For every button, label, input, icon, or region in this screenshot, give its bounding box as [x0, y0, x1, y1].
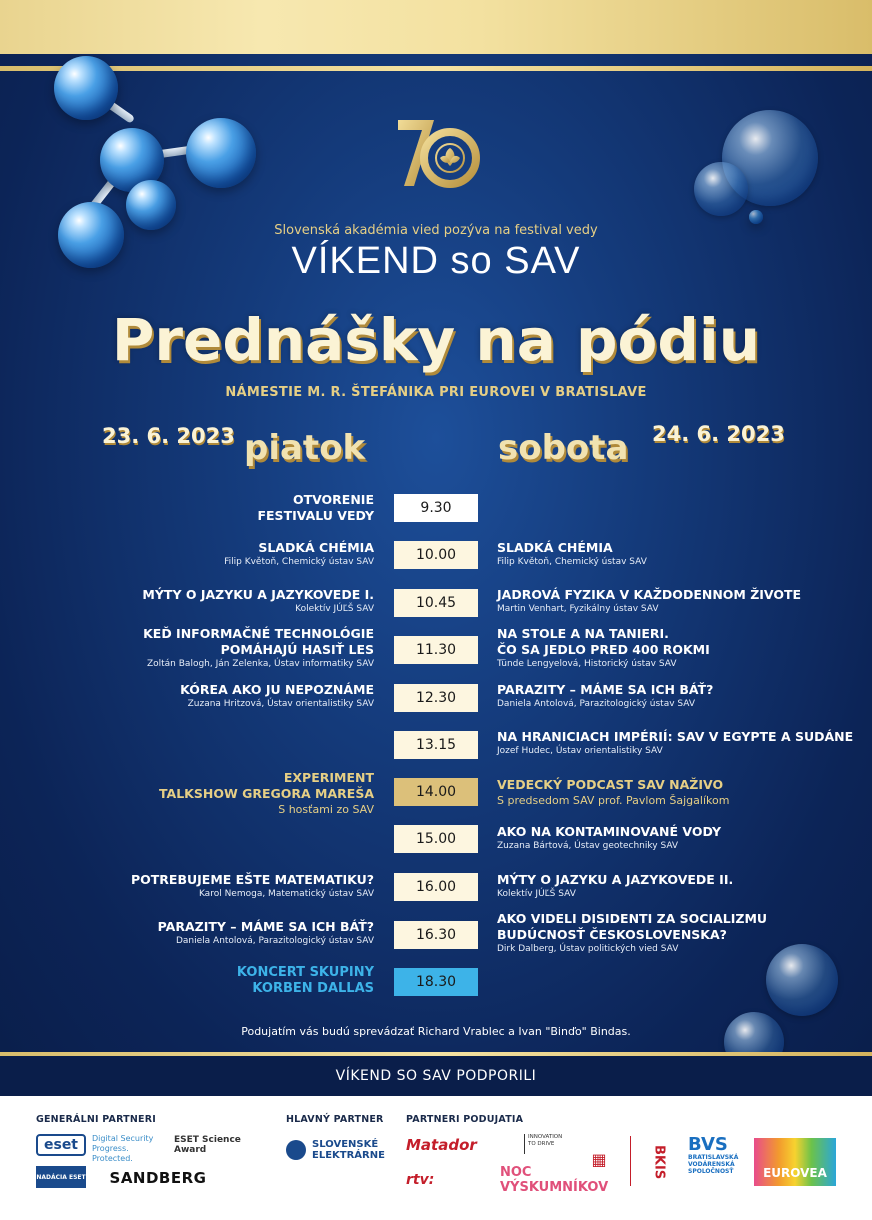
- eset-tagline: Digital Security Progress. Protected.: [92, 1134, 154, 1163]
- event-speaker: Daniela Antolová, Parazitologický ústav SAV: [497, 699, 696, 709]
- time-slot: 14.00: [394, 778, 478, 806]
- event-title: PARAZITY – MÁME SA ICH BÁŤ?: [157, 919, 374, 934]
- friday-event: [224, 540, 374, 569]
- bkis-h-icon: ▦: [591, 1149, 607, 1169]
- time-slot: 11.30: [394, 636, 478, 664]
- event-title: POTREBUJEME EŠTE MATEMATIKU?: [130, 872, 374, 887]
- friday-event: [159, 770, 374, 817]
- time-slot: 18.30: [394, 968, 478, 996]
- nadacia-eset-logo: NADÁCIA ESET: [36, 1166, 86, 1188]
- time-slot: 10.45: [394, 589, 478, 617]
- noc-vyskumnikov-logo: NOC VÝSKUMNÍKOV: [500, 1165, 609, 1195]
- bubble-decoration: [694, 162, 748, 216]
- event-speaker: S hosťami zo SAV: [278, 803, 374, 816]
- event-partners-label: PARTNERI PODUJATIA: [406, 1114, 524, 1125]
- event-speaker: Tünde Lengyelová, Historický ústav SAV: [497, 659, 677, 669]
- event-speaker: Zoltán Balogh, Ján Zelenka, Ústav informatiky SAV: [146, 659, 374, 669]
- eset-logo: eset: [36, 1134, 86, 1156]
- event-title: KÓREA AKO JU NEPOZNÁME: [180, 682, 374, 697]
- general-partners-label: GENERÁLNI PARTNERI: [36, 1114, 156, 1125]
- event-title: EXPERIMENT TALKSHOW GREGORA MAREŠA: [158, 770, 374, 801]
- bvs-logo: [688, 1136, 744, 1186]
- sandberg-logo: SANDBERG: [109, 1169, 207, 1187]
- event-title: VEDECKÝ PODCAST SAV NAŽIVO: [497, 777, 724, 792]
- saturday-event: [497, 587, 801, 616]
- event-title: MÝTY O JAZYKU A JAZYKOVEDE I.: [142, 587, 374, 602]
- eset-science-award-logo: ESET Science Award: [174, 1135, 241, 1155]
- supporters-title: VÍKEND SO SAV PODPORILI: [0, 1056, 872, 1096]
- friday-event: [131, 872, 374, 901]
- event-speaker: Filip Květoň, Chemický ústav SAV: [224, 557, 374, 567]
- gold-divider-top: [0, 66, 872, 71]
- main-partner-label: HLAVNÝ PARTNER: [286, 1114, 384, 1125]
- event-title: NA STOLE A NA TANIERI. ČO SA JEDLO PRED 400 ROKMI: [497, 626, 710, 657]
- event-title: MÝTY O JAZYKU A JAZYKOVEDE II.: [497, 872, 734, 887]
- partner-divider: [630, 1136, 631, 1186]
- molecule-atom: [186, 118, 256, 188]
- friday-event: [158, 919, 374, 948]
- event-speaker: Jozef Hudec, Ústav orientalistiky SAV: [497, 746, 663, 756]
- event-name: VÍKEND so SAV: [291, 240, 581, 282]
- event-speaker: Kolektív JÚĽŠ SAV: [497, 889, 576, 899]
- matador-logo: Matador: [406, 1136, 477, 1154]
- saturday-event: [497, 872, 733, 901]
- friday-label: piatok: [244, 428, 366, 468]
- event-speaker: Dirk Dalberg, Ústav politických vied SAV: [497, 944, 679, 954]
- event-speaker: Zuzana Hritzová, Ústav orientalistiky SAV: [187, 699, 374, 709]
- time-slot: 10.00: [394, 541, 478, 569]
- event-title: PARAZITY – MÁME SA ICH BÁŤ?: [497, 682, 714, 697]
- hosts-note: Podujatím vás budú sprevádzať Richard Vrablec a Ivan "Binďo" Bindas.: [241, 1025, 631, 1038]
- saturday-event: [497, 777, 729, 808]
- saturday-event: [497, 729, 853, 758]
- bkis-logo: BKIS: [651, 1144, 667, 1180]
- molecule-atom: [54, 56, 118, 120]
- time-slot: 12.30: [394, 684, 478, 712]
- time-slot: 13.15: [394, 731, 478, 759]
- event-title: SLADKÁ CHÉMIA: [258, 540, 374, 555]
- event-title: OTVORENIE FESTIVALU VEDY: [257, 492, 374, 523]
- friday-event: [237, 965, 374, 997]
- friday-date: 23. 6. 2023: [102, 424, 235, 448]
- event-title: NA HRANICIACH IMPÉRIÍ: SAV V EGYPTE A SUDÁNE: [497, 729, 854, 744]
- saturday-event: [497, 626, 710, 671]
- eurovea-logo: EUROVEA: [754, 1138, 836, 1186]
- saturday-event: [497, 824, 721, 853]
- time-slot: 15.00: [394, 825, 478, 853]
- saturday-event: [497, 682, 713, 711]
- event-speaker: Karol Nemoga, Matematický ústav SAV: [198, 889, 374, 899]
- se-logo-text: SLOVENSKÉ ELEKTRÁRNE: [312, 1139, 385, 1161]
- time-slot: 9.30: [394, 494, 478, 522]
- rtvs-logo: rtv:: [406, 1172, 435, 1188]
- gold-top-band: [0, 0, 872, 54]
- event-speaker: Daniela Antolová, Parazitologický ústav SAV: [175, 936, 374, 946]
- event-speaker: Zuzana Bártová, Ústav geotechniky SAV: [497, 841, 679, 851]
- sav-70-logo: [394, 112, 482, 194]
- venue-text: NÁMESTIE M. R. ŠTEFÁNIKA PRI EUROVEI V BRATISLAVE: [225, 385, 647, 400]
- event-title: JADROVÁ FYZIKA V KAŽDODENNOM ŽIVOTE: [497, 587, 802, 602]
- event-speaker: Filip Květoň, Chemický ústav SAV: [497, 557, 647, 567]
- bubble-decoration: [749, 210, 763, 224]
- friday-event: [257, 492, 374, 524]
- saturday-event: [497, 540, 647, 569]
- se-circle-icon: [286, 1140, 306, 1160]
- event-title: AKO VIDELI DISIDENTI ZA SOCIALIZMU BUDÚCNOSŤ ČESKOSLOVENSKA?: [497, 911, 768, 942]
- partners-section: [0, 1096, 872, 1220]
- friday-event: [143, 626, 374, 671]
- event-speaker: S predsedom SAV prof. Pavlom Šajgalíkom: [497, 794, 730, 807]
- page-title: Prednášky na pódiu: [111, 306, 761, 374]
- bvs-logo-subtitle: BRATISLAVSKÁ VODÁRENSKÁ SPOLOČNOSŤ: [688, 1154, 739, 1175]
- event-title: AKO NA KONTAMINOVANÉ VODY: [497, 824, 721, 839]
- friday-event: [142, 587, 374, 616]
- saturday-event: [497, 911, 767, 956]
- event-title: SLADKÁ CHÉMIA: [497, 540, 613, 555]
- event-title: KEĎ INFORMAČNÉ TECHNOLÓGIE POMÁHAJÚ HASIŤ LES: [143, 626, 374, 657]
- slovenske-elektrarne-logo: [286, 1136, 385, 1164]
- time-slot: 16.30: [394, 921, 478, 949]
- event-title: KONCERT SKUPINY KORBEN DALLAS: [236, 965, 374, 996]
- time-slot: 16.00: [394, 873, 478, 901]
- invite-text: Slovenská akadémia vied pozýva na festival vedy: [274, 223, 598, 238]
- saturday-label: sobota: [498, 428, 629, 468]
- bvs-logo-text: BVS: [688, 1134, 728, 1155]
- friday-event: [180, 682, 374, 711]
- event-speaker: Kolektív JÚĽŠ SAV: [295, 604, 374, 614]
- saturday-date: 24. 6. 2023: [652, 422, 785, 446]
- innovation-tagline: INNOVATION TO DRIVE: [524, 1134, 574, 1154]
- bubble-decoration: [766, 944, 838, 1016]
- event-speaker: Martin Venhart, Fyzikálny ústav SAV: [497, 604, 659, 614]
